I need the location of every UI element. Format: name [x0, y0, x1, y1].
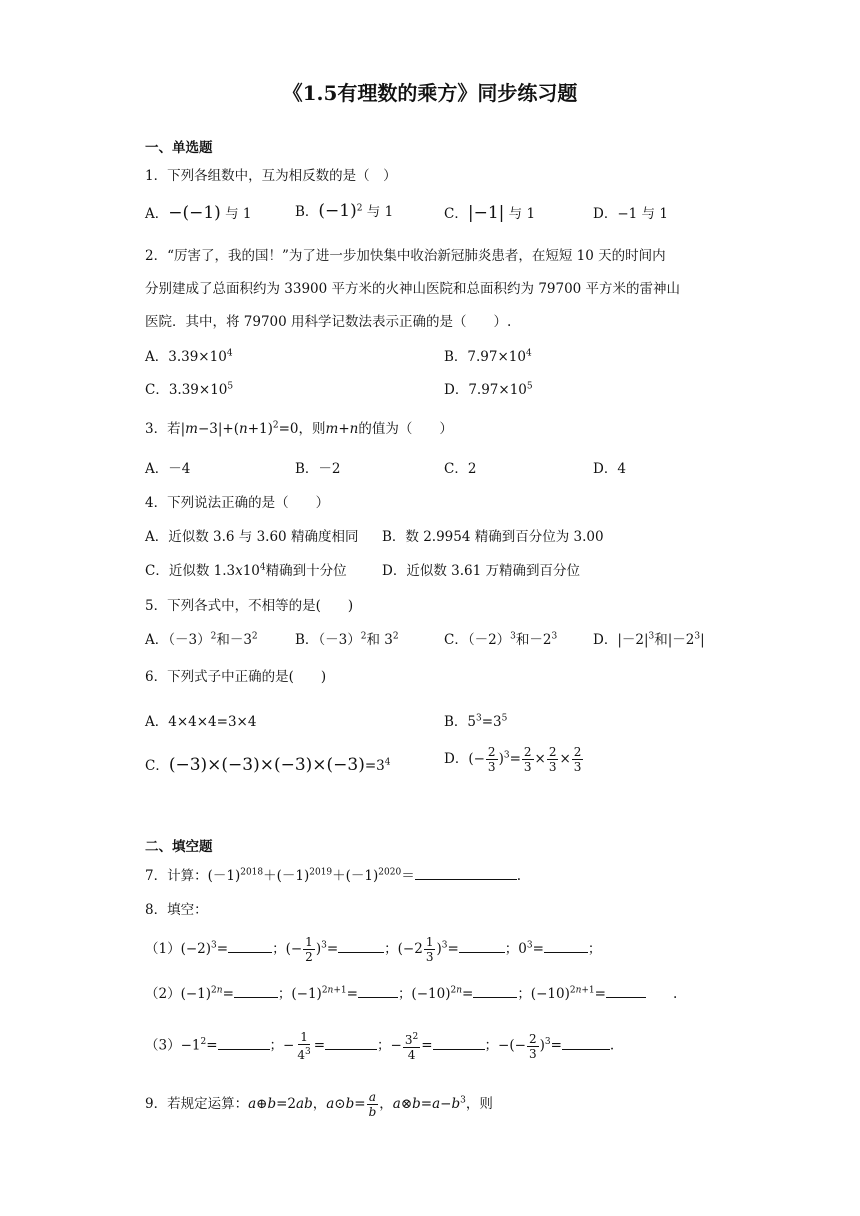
question-7: 7．计算：$(-1)^{2018}+(-1)^{2019}+(-1)^{2020}=$ . — [145, 867, 521, 884]
question-2-option-c: C．$3.39\times 10^5$ — [145, 381, 234, 398]
question-6-option-b: B．$5^3=3^5$ — [444, 713, 508, 730]
question-5-option-d: D．$|-2|^3$和$|-2^3|$ — [593, 631, 705, 648]
question-2-line-3: 医院．其中，将 79700 用科学记数法表示正确的是（ ）. — [145, 314, 512, 330]
question-2-line-1: 2．“厉害了，我的国！”为了进一步加快集中收治新冠肺炎患者，在短短 10 天的时间内 — [145, 248, 666, 264]
question-1-stem: 1．下列各组数中，互为相反数的是（ ） — [145, 168, 397, 184]
question-6-option-c: C．$(-3)\times(-3)\times(-3)\times(-3)=3^4$ — [145, 755, 391, 775]
question-1-option-b: B．$(-1)^2$ 与 1 — [295, 201, 394, 221]
question-4-option-a: A．近似数 3.6 与 3.60 精确度相同 — [145, 529, 359, 545]
question-4-option-d: D．近似数 3.61 万精确到百分位 — [382, 563, 580, 579]
question-3-option-a: A．－4 — [145, 461, 191, 477]
question-8-row-3: $(3)-1^2=$ ；− $\frac{1}{4^3}$ = ；− $\frac{3^2}{4}$ = ；−(− $\frac{2}{3}$ )$^3$= . — [145, 1030, 615, 1062]
question-2-option-d: D．$7.97\times 10^5$ — [444, 381, 533, 398]
section-heading-single-choice: 一、单选题 — [145, 140, 213, 156]
question-4-option-b: B．数 2.9954 精确到百分位为 3.00 — [382, 529, 604, 545]
question-5-option-b: B．$(-3)^2$和 $3^2$ — [295, 631, 399, 648]
question-5-option-a: A．$(-3)^2$和$-3^2$ — [145, 631, 258, 648]
question-2-option-b: B．$7.97\times 10^4$ — [444, 348, 532, 365]
question-4-option-c: C．近似数 $1.3x10^4$精确到十分位 — [145, 562, 347, 579]
question-8-row-2: $(2)(-1)^{2n}=$ ；$(-1)^{2n+1}=$ ；$(-10)^{2n}=$ ；$(-10)^{2n+1}=$ . — [145, 985, 678, 1002]
question-1-option-a: A．−(−1) 与 1 — [145, 203, 252, 223]
question-3-option-b: B．－2 — [295, 461, 341, 477]
question-6-option-a: A．4×4×4=3×4 — [145, 714, 257, 730]
question-1-option-c: C．|−1| 与 1 — [444, 203, 536, 223]
question-8-row-1: $(1)(-2)^3=$ ；(− $\frac{1}{2}$ )$^3$= ；(−2 $\frac{1}{3}$ )$^3$= ；$0^3=$ ； — [145, 935, 602, 964]
question-1-option-d: D．−1 与 1 — [593, 206, 668, 222]
question-3-option-c: C．2 — [444, 461, 477, 477]
question-3-option-d: D．4 — [593, 461, 626, 477]
question-5-stem: 5．下列各式中，不相等的是( ) — [145, 598, 354, 614]
question-6-stem: 6．下列式子中正确的是( ) — [145, 669, 327, 685]
question-3-stem: 3．若$|m-3|+(n+1)^2=0$，则m+n的值为（ ） — [145, 420, 453, 437]
question-8-stem: 8．填空： — [145, 902, 208, 918]
question-2-line-2: 分别建成了总面积约为 33900 平方米的火神山医院和总面积约为 79700 平方米的雷神山 — [145, 281, 681, 297]
question-5-option-c: C．$(-2)^3$和$-2^3$ — [444, 631, 558, 648]
question-2-option-a: A．$3.39\times 10^4$ — [145, 348, 233, 365]
question-4-stem: 4．下列说法正确的是（ ） — [145, 495, 330, 511]
page-title: 《1.5有理数的乘方》同步练习题 — [282, 81, 578, 105]
section-heading-fill-blank: 二、填空题 — [145, 839, 213, 855]
question-9: 9．若规定运算：a⊕b=2ab，a⊙b= $\frac{a}{b}$ ，$a\otimes b=a-b^3$，则 — [145, 1090, 493, 1119]
question-6-option-d: D．(− $\frac{2}{3}$ )$^3$= $\frac{2}{3}$ × $\frac{2}{3}$ × $\frac{2}{3}$ — [444, 745, 582, 774]
